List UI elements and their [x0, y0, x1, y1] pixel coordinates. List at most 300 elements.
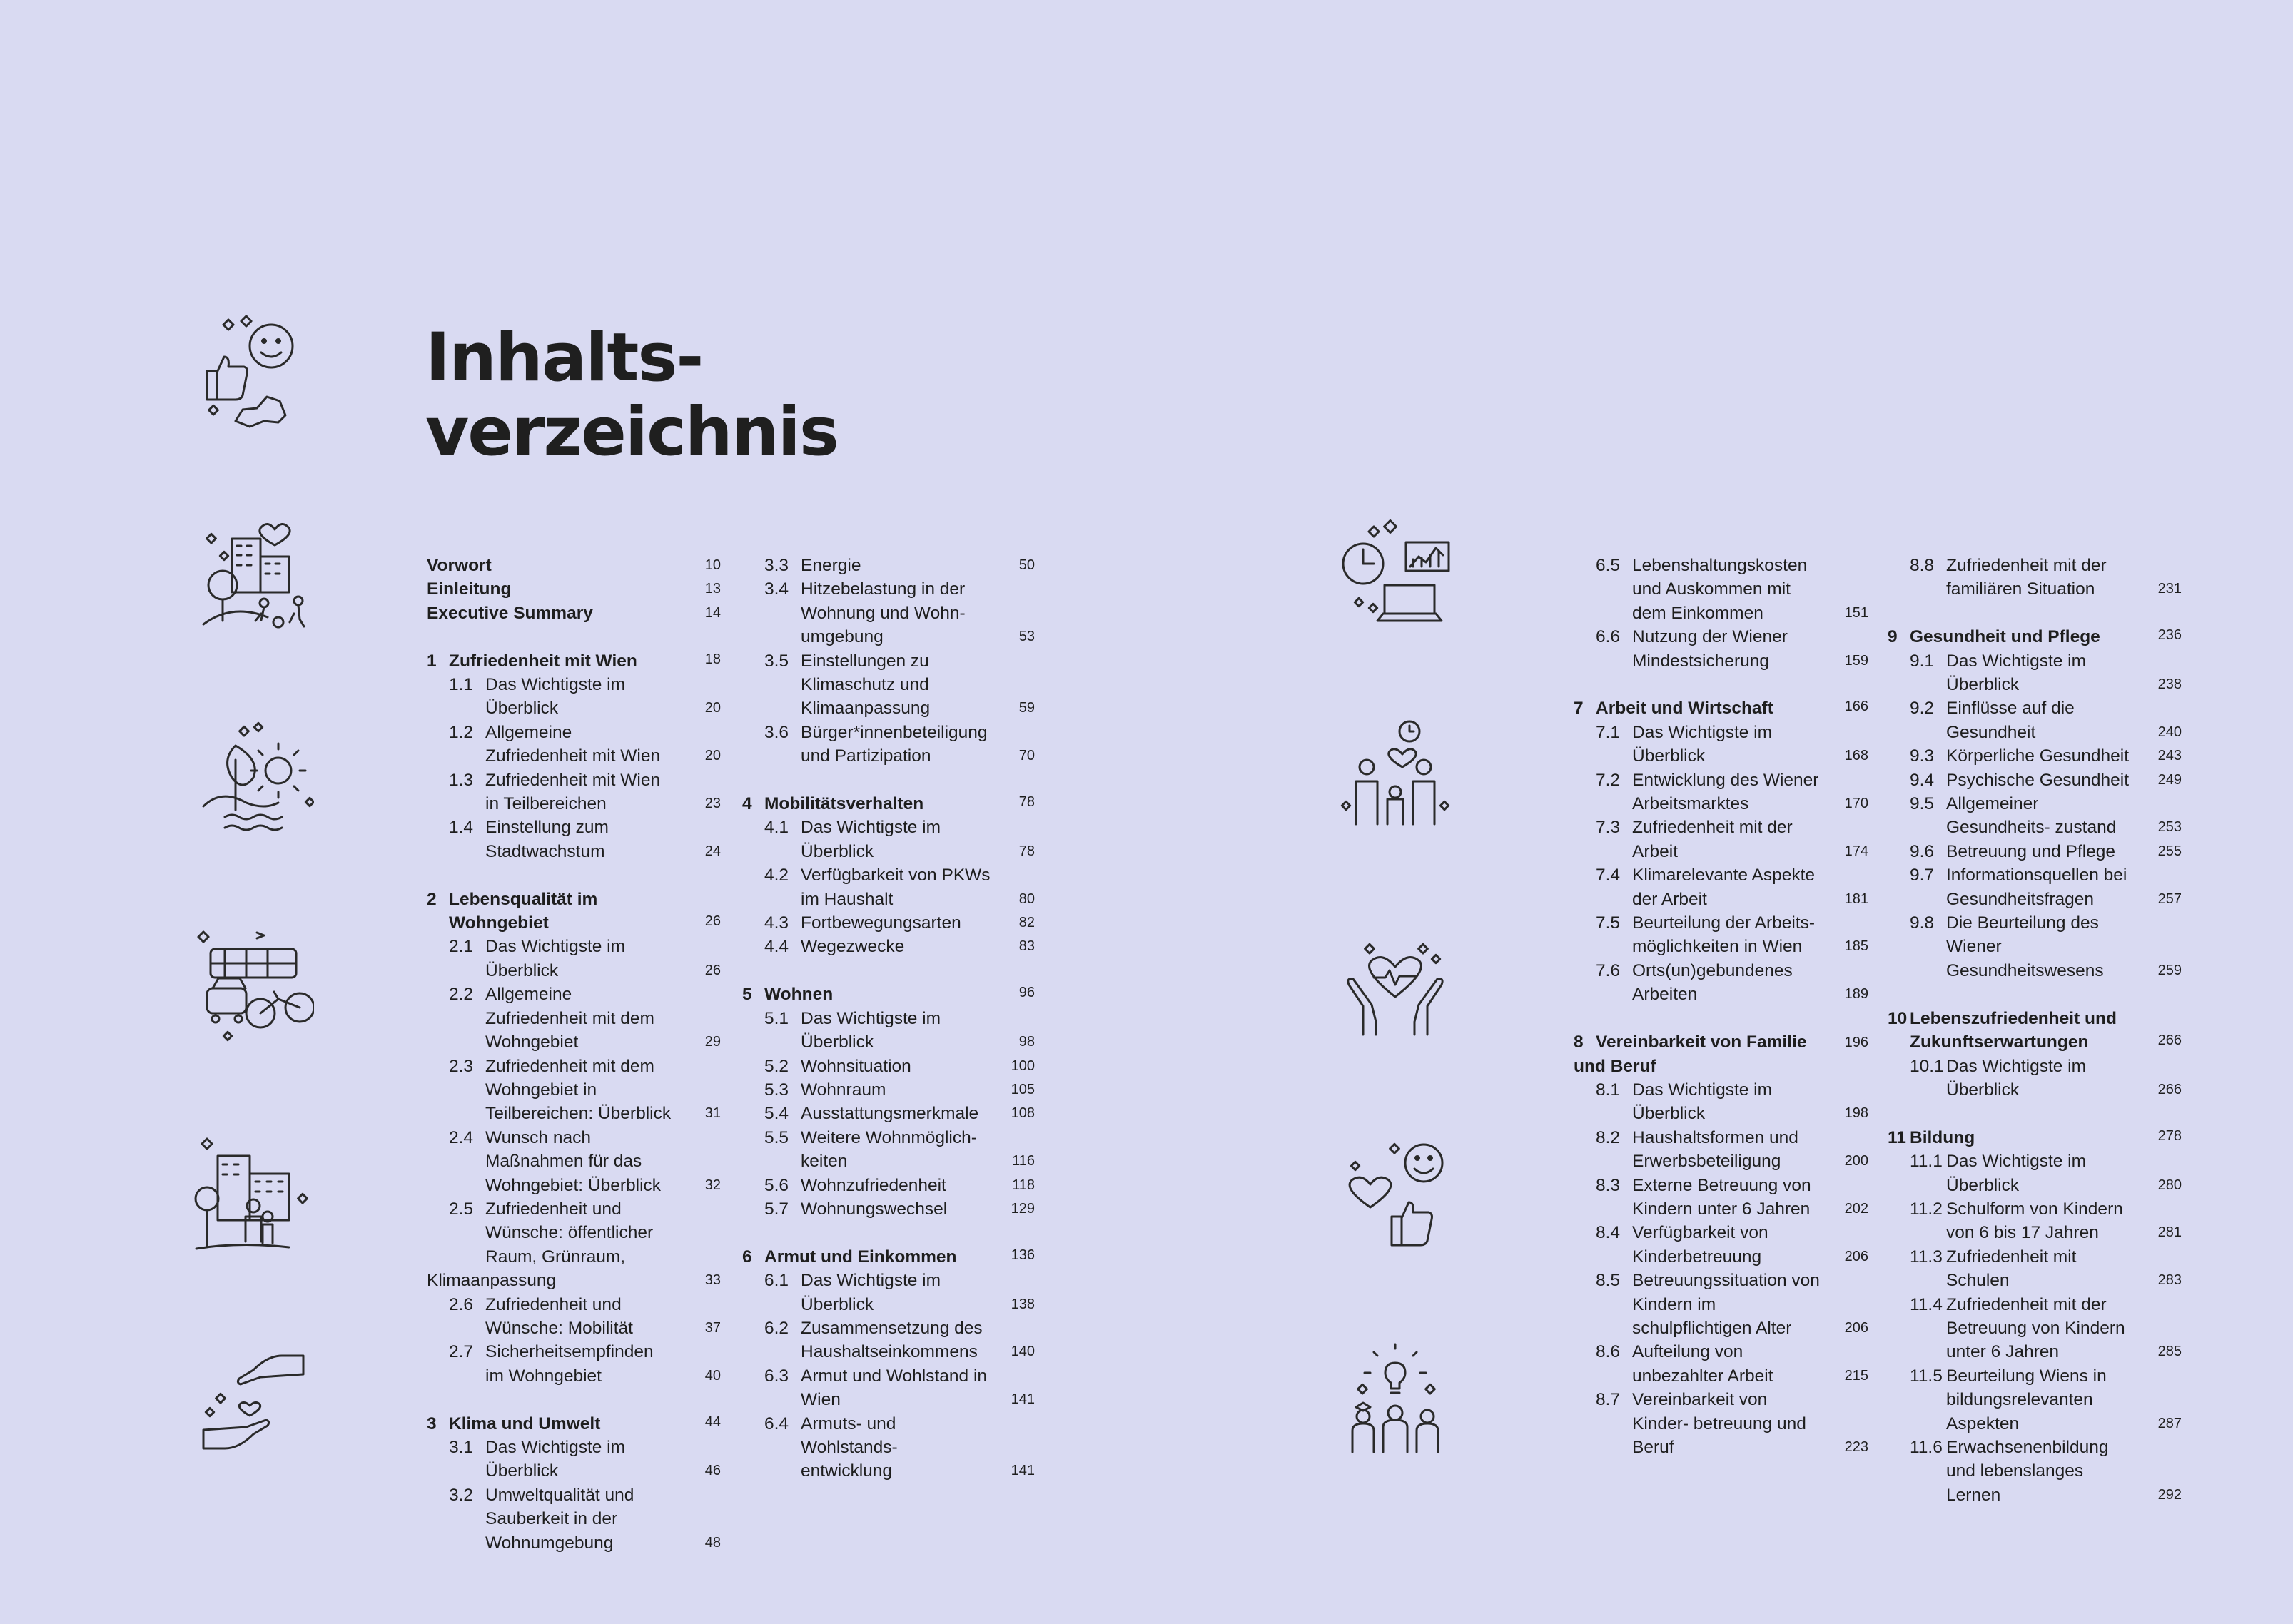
- toc-subentry[interactable]: [1574, 1174, 1868, 1222]
- toc-title-text: Einleitung: [427, 579, 512, 599]
- toc-page-number: 14: [704, 604, 721, 621]
- toc-subentry[interactable]: [742, 816, 1035, 863]
- toc-page-number: 13: [704, 581, 721, 597]
- toc-subentry[interactable]: [1888, 696, 2182, 744]
- toc-number: 7.4: [1596, 866, 1621, 885]
- toc-page-number: 78: [1018, 794, 1035, 811]
- toc-title-text: Ausstattungsmerkmale: [801, 1104, 979, 1124]
- toc-number: 9: [1888, 627, 1898, 647]
- toc-title-text: Wohnungswechsel: [801, 1199, 948, 1219]
- toc-page-number: 44: [704, 1414, 721, 1430]
- toc-subentry[interactable]: [427, 1340, 721, 1388]
- toc-title: [427, 1412, 721, 1436]
- toc-page-number: 257: [2157, 890, 2182, 907]
- toc-subentry[interactable]: [1574, 1126, 1868, 1174]
- toc-page-number: 136: [1011, 1247, 1035, 1263]
- toc-number: 5.7: [764, 1199, 789, 1219]
- heart-smiley-thumbs-icon: [1335, 1135, 1456, 1256]
- toc-number: 9.6: [1910, 841, 1935, 861]
- toc-number: 10.1: [1910, 1056, 1944, 1076]
- toc-title-text: Das Wichtigste im Überblick: [1946, 651, 2087, 695]
- toc-number: 3.4: [764, 579, 789, 599]
- toc-page-number: 287: [2157, 1415, 2182, 1431]
- toc-page-number: 23: [704, 796, 721, 812]
- toc-number: 7.1: [1596, 722, 1621, 742]
- toc-title-text: Zufriedenheit mit Wien in Teilbereichen: [485, 770, 661, 814]
- toc-title: [427, 649, 721, 673]
- toc-title-text: Zufriedenheit mit der Betreuung von Kindern unter 6 Jahren: [1946, 1294, 2125, 1362]
- toc-subentry[interactable]: [742, 1174, 1035, 1197]
- toc-title-text: Nutzung der Wiener Mindestsicherung: [1632, 627, 1788, 671]
- toc-title-text: Zufriedenheit mit Wien: [449, 651, 637, 671]
- toc-number: 11.4: [1910, 1294, 1943, 1314]
- toc-page-number: 140: [1011, 1344, 1035, 1360]
- toc-title: [1888, 625, 2182, 649]
- toc-title-text: Verfügbarkeit von PKWs im Haushalt: [801, 866, 991, 909]
- toc-page-number: 70: [1018, 748, 1035, 764]
- toc-page-number: 31: [704, 1105, 721, 1122]
- toc-number: 8.8: [1910, 556, 1935, 575]
- toc-subentry[interactable]: [1574, 554, 1868, 625]
- toc-number: 8.5: [1596, 1271, 1621, 1291]
- toc-page-number: 253: [2157, 819, 2182, 836]
- toc-number: 3.3: [764, 556, 789, 575]
- toc-subentry[interactable]: [427, 1197, 721, 1293]
- toc-title: [742, 792, 1035, 816]
- toc-subentry[interactable]: [1574, 1388, 1868, 1459]
- toc-page-number: 48: [704, 1534, 721, 1551]
- toc-section[interactable]: [427, 649, 721, 673]
- toc-subentry[interactable]: [1888, 1364, 2182, 1436]
- toc-page-number: 82: [1018, 915, 1035, 931]
- toc-subentry[interactable]: [742, 1197, 1035, 1221]
- toc-title-text: Zufriedenheit und Wünsche: Mobilität: [485, 1294, 633, 1338]
- toc-subentry[interactable]: [742, 1078, 1035, 1102]
- toc-title-text: Das Wichtigste im Überblick: [1946, 1152, 2087, 1195]
- toc-subentry[interactable]: [427, 721, 721, 768]
- toc-number: 7: [1574, 699, 1584, 719]
- toc-number: 6.1: [764, 1271, 789, 1291]
- toc-subentry[interactable]: [1574, 1340, 1868, 1388]
- toc-title: [427, 888, 721, 935]
- toc-page-number: 174: [1844, 843, 1868, 859]
- toc-number: 6: [742, 1247, 752, 1267]
- toc-page-number: 129: [1011, 1200, 1035, 1217]
- toc-subentry[interactable]: [742, 911, 1035, 935]
- clock-chart-laptop-icon: [1335, 514, 1456, 635]
- toc-title-text: Verfügbarkeit von Kinderbetreuung: [1632, 1223, 1768, 1267]
- toc-page-number: 200: [1844, 1153, 1868, 1169]
- toc-number: 2.5: [449, 1199, 474, 1219]
- toc-number: 4.1: [764, 818, 789, 838]
- toc-title-text: Betreuung und Pflege: [1946, 841, 2116, 861]
- toc-page-number: 108: [1011, 1105, 1035, 1122]
- toc-entry[interactable]: [427, 602, 721, 625]
- toc-section[interactable]: [427, 1412, 721, 1436]
- toc-number: 4.3: [764, 913, 789, 933]
- toc-page-number: 18: [704, 651, 721, 667]
- toc-subentry[interactable]: [742, 1316, 1035, 1364]
- toc-number: 2.3: [449, 1056, 474, 1076]
- toc-number: 11.6: [1910, 1437, 1943, 1457]
- toc-page-number: 53: [1018, 629, 1035, 645]
- toc-number: 9.1: [1910, 651, 1935, 671]
- toc-title-text: Das Wichtigste im Überblick: [485, 1437, 626, 1481]
- toc-page-number: 266: [2157, 1032, 2182, 1049]
- toc-subentry[interactable]: [742, 1055, 1035, 1078]
- toc-number: 7.3: [1596, 818, 1621, 838]
- toc-subentry[interactable]: [742, 1269, 1035, 1316]
- toc-page-number: 259: [2157, 962, 2182, 978]
- teacher-students-bulb-icon: [1335, 1341, 1456, 1463]
- toc-number: 3: [427, 1414, 437, 1433]
- toc-number: 11.3: [1910, 1247, 1943, 1267]
- toc-subentry[interactable]: [742, 577, 1035, 649]
- toc-number: 5.2: [764, 1056, 789, 1076]
- toc-page-number: 50: [1018, 557, 1035, 573]
- toc-title-text: Klima und Umwelt: [449, 1414, 601, 1433]
- toc-subentry[interactable]: [1574, 625, 1868, 673]
- toc-section[interactable]: [1888, 1007, 2182, 1055]
- toc-subentry[interactable]: [1888, 768, 2182, 792]
- toc-number: 3.1: [449, 1437, 474, 1457]
- toc-number: 1.2: [449, 722, 474, 742]
- toc-title-text: Vorwort: [427, 556, 492, 575]
- toc-page-number: 170: [1844, 796, 1868, 812]
- toc-title-text: Das Wichtigste im Überblick: [801, 818, 941, 861]
- toc-title-text: Zusammensetzung des Haushaltseinkommens: [801, 1318, 983, 1362]
- toc-title: [742, 1245, 1035, 1269]
- toc-section[interactable]: [742, 792, 1035, 816]
- toc-subentry[interactable]: [742, 554, 1035, 577]
- toc-number: 2.6: [449, 1294, 474, 1314]
- toc-page-number: 249: [2157, 771, 2182, 788]
- toc-title-text: Weitere Wohnmöglich- keiten: [801, 1127, 977, 1172]
- toc-number: 2.7: [449, 1342, 474, 1362]
- toc-page-number: 100: [1011, 1057, 1035, 1074]
- toc-number: 11.5: [1910, 1366, 1943, 1386]
- toc-section[interactable]: [1888, 1126, 2182, 1150]
- toc-title-text: Wohnen: [764, 985, 834, 1005]
- toc-title: [1574, 1030, 1868, 1078]
- toc-number: 1.1: [449, 675, 474, 695]
- toc-subentry[interactable]: [427, 673, 721, 721]
- toc-number: 4.2: [764, 866, 789, 885]
- toc-title-text: Das Wichtigste im Überblick: [801, 1008, 941, 1052]
- toc-page-number: 138: [1011, 1296, 1035, 1312]
- toc-page-number: 206: [1844, 1319, 1868, 1336]
- toc-title-text: Bürger*innenbeteiligung und Partizipation: [801, 722, 988, 766]
- toc-subentry[interactable]: [1888, 840, 2182, 863]
- toc-page-number: 215: [1844, 1367, 1868, 1384]
- toc-subentry[interactable]: [1574, 959, 1868, 1007]
- toc-page-number: 116: [1012, 1153, 1035, 1169]
- toc-number: 5.6: [764, 1175, 789, 1195]
- toc-title-text: Das Wichtigste im Überblick: [1632, 1080, 1773, 1124]
- toc-subentry[interactable]: [1574, 1269, 1868, 1340]
- toc-page-number: 96: [1018, 985, 1035, 1001]
- toc-subentry[interactable]: [1888, 1055, 2182, 1102]
- toc-subentry[interactable]: [1888, 863, 2182, 911]
- toc-subentry[interactable]: [1888, 1245, 2182, 1293]
- toc-page-number: 168: [1844, 748, 1868, 764]
- toc-subentry[interactable]: [742, 1102, 1035, 1125]
- toc-page-number: 98: [1018, 1034, 1035, 1050]
- hands-heart-pulse-icon: [1335, 928, 1456, 1049]
- toc-title-text: Das Wichtigste im Überblick: [1946, 1056, 2087, 1100]
- toc-number: 8.3: [1596, 1175, 1621, 1195]
- toc-title-text: Betreuungssituation von Kindern im schulpflichtigen Alter: [1632, 1271, 1820, 1338]
- toc-number: 1.3: [449, 770, 474, 790]
- toc-subentry[interactable]: [427, 983, 721, 1054]
- toc-section[interactable]: [1574, 1030, 1868, 1078]
- toc-subentry[interactable]: [1574, 721, 1868, 768]
- toc-column-2: [742, 554, 1035, 1483]
- toc-page-number: 206: [1844, 1248, 1868, 1264]
- toc-column-3: [1574, 554, 1868, 1459]
- toc-title-text: Externe Betreuung von Kindern unter 6 Jahren: [1632, 1175, 1811, 1219]
- toc-number: 5.5: [764, 1127, 789, 1147]
- toc-page-number: 281: [2157, 1224, 2182, 1241]
- toc-entry[interactable]: [427, 577, 721, 601]
- toc-title-text: Die Beurteilung des Wiener Gesundheitswesens: [1946, 913, 2104, 980]
- toc-subentry[interactable]: [427, 1293, 721, 1341]
- toc-title-text: Beurteilung Wiens in bildungsrelevanten Aspekten: [1946, 1366, 2107, 1433]
- toc-number: 9.3: [1910, 746, 1935, 766]
- toc-title: [1888, 1007, 2182, 1055]
- toc-subentry[interactable]: [742, 1412, 1035, 1483]
- toc-title-text: Orts(un)gebundenes Arbeiten: [1632, 960, 1793, 1005]
- toc-title-text: Zufriedenheit mit Schulen: [1946, 1247, 2077, 1291]
- toc-number: 9.4: [1910, 770, 1935, 790]
- toc-page-number: 141: [1011, 1463, 1035, 1479]
- toc-subentry[interactable]: [1888, 911, 2182, 983]
- toc-title-text: Fortbewegungsarten: [801, 913, 961, 933]
- toc-subentry[interactable]: [427, 1055, 721, 1126]
- toc-number: 6.3: [764, 1366, 789, 1386]
- toc-title-text: Klimarelevante Aspekte der Arbeit: [1632, 866, 1816, 909]
- toc-section[interactable]: [427, 888, 721, 935]
- toc-title-text: Zufriedenheit mit der familiären Situation: [1946, 556, 2107, 599]
- toc-title-text: Das Wichtigste im Überblick: [485, 675, 626, 719]
- toc-subentry[interactable]: [1888, 1436, 2182, 1507]
- toc-title-text: Arbeit und Wirtschaft: [1596, 699, 1773, 719]
- toc-subentry[interactable]: [427, 816, 721, 863]
- toc-number: 2.1: [449, 937, 474, 957]
- toc-subentry[interactable]: [1888, 1197, 2182, 1245]
- toc-title-text: Das Wichtigste im Überblick: [485, 937, 626, 980]
- toc-subentry[interactable]: [427, 1436, 721, 1483]
- toc-subentry[interactable]: [742, 935, 1035, 958]
- toc-page-number: 10: [704, 557, 721, 573]
- toc-title-text: Einflüsse auf die Gesundheit: [1946, 699, 2075, 742]
- nature-sun-water-icon: [193, 717, 314, 838]
- toc-page-number: 37: [704, 1319, 721, 1336]
- toc-title-text: Erwachsenenbildung und lebenslanges Lernen: [1946, 1437, 2109, 1505]
- toc-page-number: 40: [704, 1367, 721, 1384]
- toc-title-text: Zufriedenheit mit dem Wohngebiet in Teilbereichen: Überblick: [485, 1056, 672, 1124]
- city-heart-people-icon: [193, 514, 314, 635]
- toc-number: 9.5: [1910, 794, 1935, 814]
- toc-entry[interactable]: [427, 554, 721, 577]
- title-line-2: verzeichnis: [425, 393, 838, 471]
- toc-title: [742, 983, 1035, 1006]
- toc-number: 9.8: [1910, 913, 1935, 933]
- toc-subentry[interactable]: [1888, 1293, 2182, 1364]
- toc-page-number: 202: [1844, 1200, 1868, 1217]
- toc-page-number: 80: [1018, 890, 1035, 907]
- toc-subentry[interactable]: [742, 649, 1035, 721]
- toc-section[interactable]: [742, 983, 1035, 1006]
- toc-title: [1888, 1126, 2182, 1150]
- toc-page-number: 26: [704, 962, 721, 978]
- toc-title-text: Wohnraum: [801, 1080, 886, 1100]
- page-title: [425, 321, 838, 470]
- toc-title-text: Psychische Gesundheit: [1946, 770, 2130, 790]
- toc-number: 10: [1888, 1008, 1908, 1028]
- toc-page-number: 105: [1011, 1081, 1035, 1097]
- toc-number: 6.4: [764, 1414, 789, 1433]
- toc-title-text: Haushaltsformen und Erwerbsbeteiligung: [1632, 1127, 1798, 1172]
- toc-subentry[interactable]: [427, 935, 721, 983]
- toc-subentry[interactable]: [1888, 744, 2182, 768]
- toc-section[interactable]: [742, 1245, 1035, 1269]
- toc-subentry[interactable]: [1574, 816, 1868, 863]
- toc-page-number: 29: [704, 1034, 721, 1050]
- toc-number: 9.2: [1910, 699, 1935, 719]
- title-line-1: Inhalts-: [425, 319, 703, 397]
- toc-title-text: Allgemeiner Gesundheits- zustand: [1946, 794, 2117, 838]
- toc-number: 3.6: [764, 722, 789, 742]
- toc-number: 2: [427, 889, 437, 909]
- toc-number: 8: [1574, 1032, 1584, 1052]
- toc-title-text: Lebenshaltungskosten und Auskommen mit dem Einkommen: [1632, 556, 1808, 623]
- toc-page-number: 280: [2157, 1177, 2182, 1193]
- toc-subentry[interactable]: [1574, 768, 1868, 816]
- toc-page-number: 151: [1844, 604, 1868, 621]
- toc-page-number: 46: [704, 1463, 721, 1479]
- toc-number: 1.4: [449, 818, 474, 838]
- toc-page-number: 32: [704, 1177, 721, 1193]
- toc-title-text: Entwicklung des Wiener Arbeitsmarktes: [1632, 770, 1819, 814]
- toc-title-text: Executive Summary: [427, 603, 593, 623]
- toc-page-number: 185: [1844, 938, 1868, 955]
- toc-title: [427, 602, 721, 625]
- toc-number: 1: [427, 651, 437, 671]
- toc-title-text: Wegezwecke: [801, 937, 905, 957]
- toc-title-text: Armut und Wohlstand in Wien: [801, 1366, 988, 1410]
- toc-title: [1574, 696, 1868, 720]
- toc-number: 8.6: [1596, 1342, 1621, 1362]
- toc-number: 11: [1888, 1127, 1906, 1147]
- toc-section[interactable]: [1888, 625, 2182, 649]
- toc-page-number: 26: [704, 913, 721, 930]
- toc-title-text: Sicherheitsempfinden im Wohngebiet: [485, 1342, 654, 1386]
- toc-number: 11.1: [1910, 1152, 1943, 1172]
- toc-page-number: 266: [2157, 1081, 2182, 1097]
- toc-title-text: Das Wichtigste im Überblick: [801, 1271, 941, 1314]
- toc-number: 7.5: [1596, 913, 1621, 933]
- toc-page-number: 33: [704, 1272, 721, 1289]
- toc-title-text: Lebenszufriedenheit und Zukunftserwartungen: [1910, 1008, 2117, 1052]
- toc-subentry[interactable]: [742, 1007, 1035, 1055]
- toc-subentry[interactable]: [742, 721, 1035, 768]
- toc-page-number: 189: [1844, 986, 1868, 1003]
- toc-subentry[interactable]: [1574, 1221, 1868, 1269]
- toc-title-text: Zufriedenheit mit der Arbeit: [1632, 818, 1793, 861]
- toc-page-number: 20: [704, 700, 721, 716]
- toc-title-text: Hitzebelastung in der Wohnung und Wohn- umgebung: [801, 579, 966, 647]
- toc-title-text: Armuts- und Wohlstands- entwicklung: [801, 1414, 898, 1481]
- family-clock-heart-icon: [1335, 717, 1456, 838]
- toc-subentry[interactable]: [1574, 863, 1868, 911]
- toc-title-text-cont: und Beruf: [1574, 1056, 1656, 1076]
- toc-column-4: [1888, 554, 2182, 1507]
- toc-number: 3.2: [449, 1485, 474, 1505]
- toc-number: 8.2: [1596, 1127, 1621, 1147]
- toc-title-text: Mobilitätsverhalten: [764, 794, 924, 814]
- toc-title-text: Armut und Einkommen: [764, 1247, 957, 1267]
- toc-subentry[interactable]: [1574, 911, 1868, 959]
- toc-subentry[interactable]: [1888, 1150, 2182, 1197]
- toc-subentry[interactable]: [1888, 649, 2182, 697]
- toc-subentry[interactable]: [427, 1126, 721, 1197]
- toc-subentry[interactable]: [742, 863, 1035, 911]
- toc-title-text-cont: Klimaanpassung: [427, 1271, 557, 1291]
- toc-title-text: Vereinbarkeit von Kinder- betreuung und Beruf: [1632, 1390, 1806, 1457]
- toc-title-text: Lebensqualität im Wohngebiet: [449, 889, 598, 933]
- toc-page-number: 181: [1844, 890, 1868, 907]
- toc-page-number: 285: [2157, 1344, 2182, 1360]
- toc-subentry[interactable]: [427, 1483, 721, 1555]
- toc-title-text: Informationsquellen bei Gesundheitsfragen: [1946, 866, 2127, 909]
- toc-title-text: Aufteilung von unbezahlter Arbeit: [1632, 1342, 1773, 1386]
- toc-number: 11.2: [1910, 1199, 1943, 1219]
- toc-page-number: 292: [2157, 1486, 2182, 1503]
- toc-section[interactable]: [1574, 696, 1868, 720]
- toc-title-text: Energie: [801, 556, 861, 575]
- toc-title-text: Allgemeine Zufriedenheit mit dem Wohngebiet: [485, 985, 654, 1052]
- toc-number: 2.2: [449, 985, 474, 1005]
- toc-subentry[interactable]: [427, 768, 721, 816]
- toc-number: 5.4: [764, 1104, 789, 1124]
- toc-title-text: Körperliche Gesundheit: [1946, 746, 2130, 766]
- toc-number: 8.7: [1596, 1390, 1621, 1410]
- toc-title-text: Gesundheit und Pflege: [1910, 627, 2100, 647]
- toc-page-number: 159: [1844, 652, 1868, 669]
- toc-title-text: Einstellung zum Stadtwachstum: [485, 818, 609, 861]
- toc-page-number: 236: [2157, 627, 2182, 644]
- toc-title-text: Bildung: [1910, 1127, 1975, 1147]
- toc-page-number: 231: [2157, 581, 2182, 597]
- toc-number: 7.6: [1596, 960, 1621, 980]
- toc-subentry[interactable]: [1888, 792, 2182, 840]
- toc-title-text: Das Wichtigste im Überblick: [1632, 722, 1773, 766]
- toc-title-text: Wohnsituation: [801, 1056, 911, 1076]
- toc-subentry[interactable]: [1888, 554, 2182, 602]
- toc-title-text: Zufriedenheit und Wünsche: öffentlicher Raum, Grünraum,: [485, 1199, 654, 1267]
- toc-page-number: 240: [2157, 724, 2182, 740]
- toc-subentry[interactable]: [1574, 1078, 1868, 1126]
- toc-column-1: [427, 554, 721, 1555]
- toc-subentry[interactable]: [742, 1364, 1035, 1412]
- toc-number: 5.1: [764, 1008, 789, 1028]
- toc-page-number: 166: [1844, 699, 1868, 715]
- hands-heart-icon: [193, 1341, 314, 1463]
- toc-subentry[interactable]: [742, 1126, 1035, 1174]
- toc-page-number: 141: [1011, 1391, 1035, 1408]
- toc-number: 4: [742, 794, 752, 814]
